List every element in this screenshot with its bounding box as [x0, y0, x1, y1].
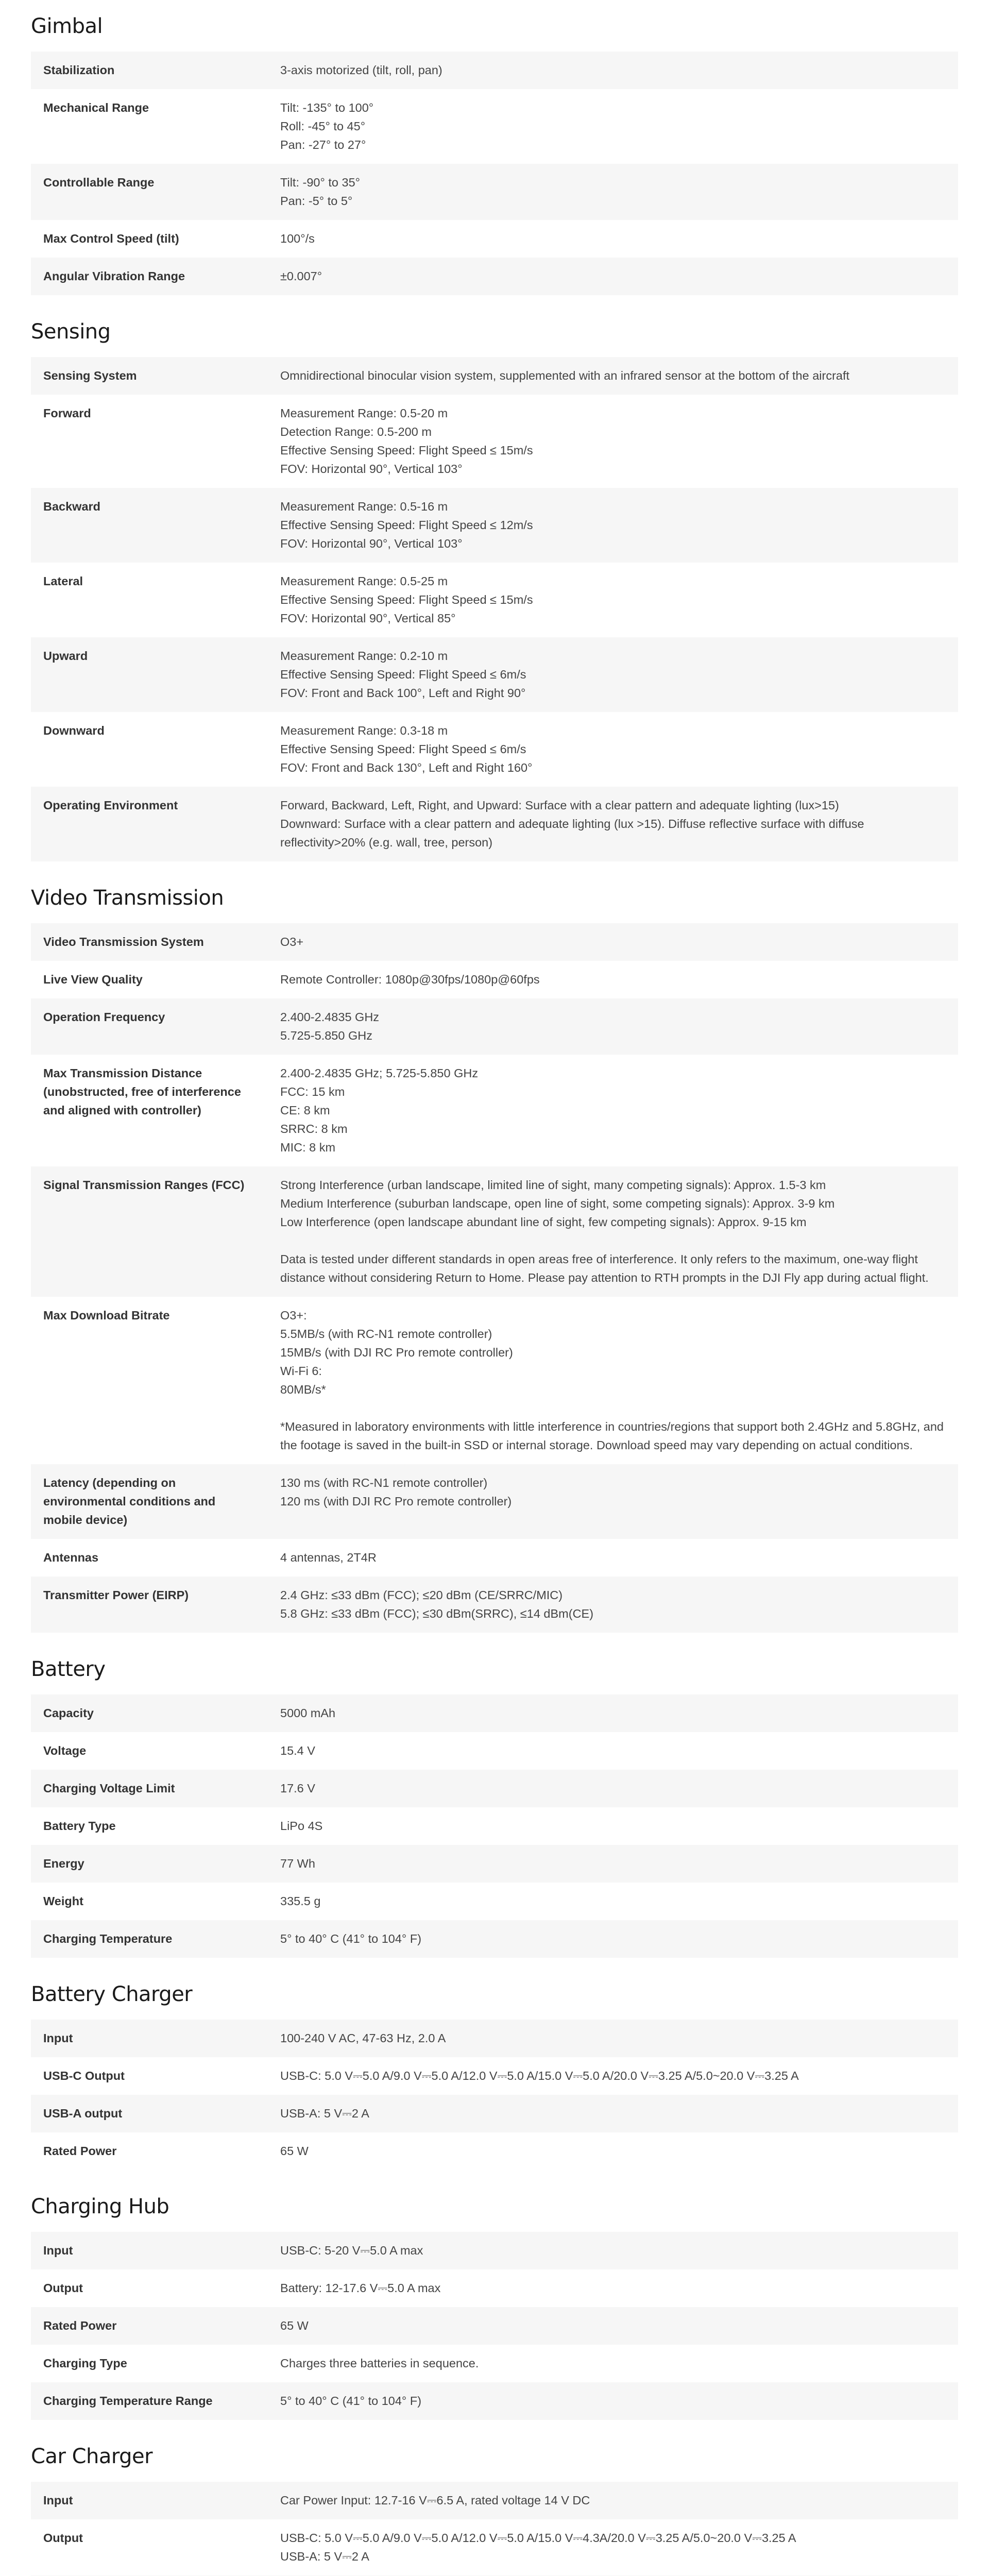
spec-value-line: USB-A: 5 V⎓2 A	[280, 2550, 369, 2563]
spec-label: Max Control Speed (tilt)	[43, 232, 179, 245]
spec-label: Max Transmission Distance (unobstructed, free of interference and aligned with controller)	[43, 1066, 241, 1117]
spec-value	[268, 923, 958, 961]
spec-value	[268, 2020, 958, 2057]
spec-row	[31, 395, 958, 488]
spec-label: Live View Quality	[43, 973, 143, 986]
spec-value	[268, 1920, 958, 1958]
spec-value-line: 2.400-2.4835 GHz; 5.725-5.850 GHz	[280, 1066, 479, 1080]
spec-table	[31, 2232, 958, 2420]
spec-row	[31, 1166, 958, 1297]
spec-value-line: Omnidirectional binocular vision system, supplemented with an infrared sensor at the bottom of the aircraft	[280, 369, 850, 382]
spec-value-line: Detection Range: 0.5-200 m	[280, 425, 432, 438]
spec-value-line: Tilt: -90° to 35°	[280, 176, 361, 189]
section-title: Battery Charger	[31, 1982, 193, 2006]
spec-value-line: 5000 mAh	[280, 1706, 336, 1720]
spec-value-line: O3+	[280, 935, 304, 948]
spec-label: Weight	[43, 1894, 83, 1908]
spec-value-line: Effective Sensing Speed: Flight Speed ≤ 6m/s	[280, 668, 526, 681]
spec-row	[31, 2232, 958, 2269]
spec-value-line: 80MB/s*	[280, 1383, 326, 1396]
spec-table	[31, 1694, 958, 1958]
spec-value-line: 77 Wh	[280, 1857, 315, 1870]
spec-value-line: Strong Interference (urban landscape, limited line of sight, many competing signals): Approx. 1.5-3 km	[280, 1178, 826, 1192]
spec-row	[31, 2095, 958, 2132]
spec-value-line	[280, 1231, 946, 1250]
spec-value-line: FOV: Horizontal 90°, Vertical 103°	[280, 462, 463, 476]
spec-row	[31, 2382, 958, 2420]
spec-label: Mechanical Range	[43, 101, 149, 114]
spec-row	[31, 2482, 958, 2519]
spec-value	[268, 2132, 958, 2170]
spec-value-line: Effective Sensing Speed: Flight Speed ≤ 6m/s	[280, 742, 526, 756]
spec-label: Backward	[31, 488, 268, 563]
spec-value	[268, 1577, 958, 1633]
spec-label: Capacity	[31, 1694, 268, 1732]
spec-value	[268, 52, 958, 89]
spec-row	[31, 1732, 958, 1770]
spec-row	[31, 258, 958, 295]
spec-value-line: FCC: 15 km	[280, 1085, 345, 1098]
spec-value-line: 65 W	[280, 2144, 309, 2158]
spec-label: USB-C Output	[43, 2069, 125, 2082]
spec-value-line: Measurement Range: 0.5-25 m	[280, 574, 448, 588]
spec-value	[268, 1055, 958, 1166]
spec-value	[268, 89, 958, 164]
spec-value	[268, 164, 958, 220]
spec-value-line: 100°/s	[280, 232, 315, 245]
spec-value-line: Remote Controller: 1080p@30fps/1080p@60fps	[280, 973, 540, 986]
spec-value-line	[280, 1399, 946, 1417]
spec-value-line: FOV: Horizontal 90°, Vertical 85°	[280, 612, 456, 625]
spec-label: Video Transmission System	[31, 923, 268, 961]
spec-row	[31, 787, 958, 861]
spec-value	[268, 563, 958, 637]
section-title: Battery	[31, 1657, 106, 1681]
spec-value	[268, 1770, 958, 1807]
spec-value-line: 3-axis motorized (tilt, roll, pan)	[280, 63, 442, 77]
spec-value-line: 2.400-2.4835 GHz	[280, 1010, 380, 1024]
spec-row	[31, 712, 958, 787]
spec-value	[268, 395, 958, 488]
spec-value	[268, 220, 958, 258]
spec-row	[31, 52, 958, 89]
spec-value	[268, 961, 958, 998]
spec-value-line: 100-240 V AC, 47-63 Hz, 2.0 A	[280, 2031, 446, 2045]
spec-value-line: USB-C: 5-20 V⎓5.0 A max	[280, 2244, 423, 2257]
spec-label: Charging Voltage Limit	[31, 1770, 268, 1807]
spec-label: Output	[43, 2281, 83, 2295]
spec-value-line: FOV: Front and Back 130°, Left and Right 160°	[280, 761, 533, 774]
spec-label: Input	[31, 2020, 268, 2057]
spec-value-line: 5.725-5.850 GHz	[280, 1029, 372, 1042]
spec-value-line: 130 ms (with RC-N1 remote controller)	[280, 1476, 488, 1489]
spec-value-line: 15.4 V	[280, 1744, 315, 1757]
spec-label: Output	[43, 2531, 83, 2545]
spec-value	[268, 2382, 958, 2420]
spec-row	[31, 1055, 958, 1166]
spec-label: Rated Power	[31, 2307, 268, 2345]
spec-row	[31, 998, 958, 1055]
spec-row	[31, 961, 958, 998]
spec-value	[268, 712, 958, 787]
spec-value-line: 5° to 40° C (41° to 104° F)	[280, 1932, 422, 1945]
spec-value-line: Measurement Range: 0.5-20 m	[280, 406, 448, 420]
spec-row	[31, 1883, 958, 1920]
spec-value	[268, 787, 958, 861]
spec-row	[31, 1845, 958, 1883]
spec-value-line: 335.5 g	[280, 1894, 321, 1908]
spec-label: Forward	[43, 406, 91, 420]
spec-row	[31, 1694, 958, 1732]
spec-value-line: 4 antennas, 2T4R	[280, 1551, 377, 1564]
spec-value-line: Measurement Range: 0.3-18 m	[280, 724, 448, 737]
spec-label: Max Download Bitrate	[43, 1309, 170, 1322]
spec-table	[31, 357, 958, 861]
spec-row	[31, 2269, 958, 2307]
spec-value	[268, 1297, 958, 1464]
spec-value-line: Effective Sensing Speed: Flight Speed ≤ 12m/s	[280, 518, 533, 532]
spec-value-line: 2.4 GHz: ≤33 dBm (FCC); ≤20 dBm (CE/SRRC/MIC)	[280, 1588, 563, 1602]
spec-label: Charging Type	[43, 2357, 127, 2370]
spec-value	[268, 357, 958, 395]
spec-row	[31, 1297, 958, 1464]
spec-row	[31, 923, 958, 961]
spec-row	[31, 1770, 958, 1807]
spec-label: Controllable Range	[31, 164, 268, 220]
spec-value	[268, 2345, 958, 2382]
spec-value-line: Low Interference (open landscape abundant line of sight, few competing signals): Approx. 9-15 km	[280, 1215, 807, 1229]
spec-label: Lateral	[43, 574, 83, 588]
spec-value-line: Effective Sensing Speed: Flight Speed ≤ 15m/s	[280, 593, 533, 606]
section-title: Gimbal	[31, 14, 103, 38]
spec-value	[268, 1807, 958, 1845]
spec-row	[31, 2345, 958, 2382]
spec-value-line: Pan: -27° to 27°	[280, 138, 366, 151]
spec-value-line: Tilt: -135° to 100°	[280, 101, 374, 114]
spec-label: Rated Power	[43, 2144, 117, 2158]
spec-value-line: USB-C: 5.0 V⎓5.0 A/9.0 V⎓5.0 A/12.0 V⎓5.0 A/15.0 V⎓5.0 A/20.0 V⎓3.25 A/5.0~20.0 V⎓3.25 A	[280, 2069, 799, 2082]
spec-value	[268, 258, 958, 295]
spec-row	[31, 357, 958, 395]
spec-value-line: LiPo 4S	[280, 1819, 323, 1833]
spec-value	[268, 488, 958, 563]
spec-value-line: MIC: 8 km	[280, 1141, 336, 1154]
spec-value-line: Downward: Surface with a clear pattern and adequate lighting (lux >15). Diffuse reflective surface with diffuse reflectivity>20% (e.g. wall, tree, person)	[280, 817, 864, 849]
spec-row	[31, 2020, 958, 2057]
spec-value	[268, 1166, 958, 1297]
spec-row	[31, 1539, 958, 1577]
spec-value	[268, 2307, 958, 2345]
spec-row	[31, 1464, 958, 1539]
spec-value	[268, 998, 958, 1055]
spec-value	[268, 2057, 958, 2095]
spec-label: Upward	[31, 637, 268, 712]
spec-value-line: 120 ms (with DJI RC Pro remote controller)	[280, 1495, 512, 1508]
spec-label: Operation Frequency	[31, 998, 268, 1055]
spec-label: Energy	[31, 1845, 268, 1883]
spec-value	[268, 1732, 958, 1770]
spec-label: Charging Temperature Range	[31, 2382, 268, 2420]
spec-value-line: *Measured in laboratory environments with little interference in countries/regions that support both 2.4GHz and 5.8GHz, and the footage is saved in the built-in SSD or internal storage. Download speed may vary depending on actual conditions.	[280, 1420, 944, 1452]
spec-value-line: Measurement Range: 0.2-10 m	[280, 649, 448, 663]
spec-row	[31, 1577, 958, 1633]
spec-value	[268, 2269, 958, 2307]
spec-value-line: Battery: 12-17.6 V⎓5.0 A max	[280, 2281, 441, 2295]
spec-value-line: Measurement Range: 0.5-16 m	[280, 500, 448, 513]
spec-value-line: Forward, Backward, Left, Right, and Upward: Surface with a clear pattern and adequate lighting (lux>15)	[280, 799, 839, 812]
spec-value-line: SRRC: 8 km	[280, 1122, 348, 1136]
spec-label: Transmitter Power (EIRP)	[31, 1577, 268, 1633]
spec-row	[31, 164, 958, 220]
spec-value-line: 65 W	[280, 2319, 309, 2332]
spec-row	[31, 2132, 958, 2170]
spec-label: Downward	[43, 724, 105, 737]
spec-row	[31, 2307, 958, 2345]
spec-value	[268, 1539, 958, 1577]
spec-row	[31, 1807, 958, 1845]
spec-label: Charging Temperature	[31, 1920, 268, 1958]
spec-row	[31, 1920, 958, 1958]
spec-table	[31, 2020, 958, 2170]
spec-label: Latency (depending on environmental conditions and mobile device)	[31, 1464, 268, 1539]
spec-value	[268, 637, 958, 712]
spec-label: USB-A output	[31, 2095, 268, 2132]
section-title: Charging Hub	[31, 2195, 169, 2218]
spec-value-line: Car Power Input: 12.7-16 V⎓6.5 A, rated voltage 14 V DC	[280, 2494, 590, 2507]
spec-value-line: O3+:	[280, 1309, 307, 1322]
spec-label: Voltage	[43, 1744, 87, 1757]
spec-label: Signal Transmission Ranges (FCC)	[31, 1166, 268, 1297]
spec-row	[31, 488, 958, 563]
spec-value-line: 15MB/s (with DJI RC Pro remote controller)	[280, 1346, 513, 1359]
spec-table	[31, 2482, 958, 2576]
section-title: Video Transmission	[31, 886, 224, 910]
spec-value-line: CE: 8 km	[280, 1104, 330, 1117]
spec-label: Battery Type	[43, 1819, 116, 1833]
spec-value-line: 5.5MB/s (with RC-N1 remote controller)	[280, 1327, 492, 1341]
spec-label: Input	[31, 2232, 268, 2269]
spec-value	[268, 1694, 958, 1732]
spec-table	[31, 923, 958, 1633]
spec-value-line: Data is tested under different standards in open areas free of interference. It only refers to the maximum, one-way flight distance without considering Return to Home. Please pay attention to RTH prompts in the DJI Fly app during actual flight.	[280, 1252, 929, 1284]
spec-value-line: USB-C: 5.0 V⎓5.0 A/9.0 V⎓5.0 A/12.0 V⎓5.0 A/15.0 V⎓4.3A/20.0 V⎓3.25 A/5.0~20.0 V⎓3.25 A	[280, 2531, 796, 2545]
spec-value-line: Effective Sensing Speed: Flight Speed ≤ 15m/s	[280, 444, 533, 457]
spec-row	[31, 637, 958, 712]
spec-row	[31, 2057, 958, 2095]
section-title: Sensing	[31, 320, 111, 344]
spec-label: Input	[31, 2482, 268, 2519]
spec-label: Angular Vibration Range	[31, 258, 268, 295]
spec-table	[31, 52, 958, 295]
spec-value-line: USB-A: 5 V⎓2 A	[280, 2107, 369, 2120]
spec-value-line: ±0.007°	[280, 269, 322, 283]
spec-value	[268, 2482, 958, 2519]
spec-value	[268, 2095, 958, 2132]
spec-value-line: Medium Interference (suburban landscape, open line of sight, some competing signals): Approx. 3-9 km	[280, 1197, 835, 1210]
spec-value-line: Roll: -45° to 45°	[280, 120, 366, 133]
spec-value	[268, 1845, 958, 1883]
spec-value	[268, 2232, 958, 2269]
spec-value-line: FOV: Horizontal 90°, Vertical 103°	[280, 537, 463, 550]
spec-row	[31, 89, 958, 164]
spec-value-line: Wi-Fi 6:	[280, 1364, 322, 1378]
spec-label: Stabilization	[31, 52, 268, 89]
spec-label: Antennas	[43, 1551, 99, 1564]
spec-label: Sensing System	[31, 357, 268, 395]
spec-row	[31, 2519, 958, 2575]
spec-value	[268, 1883, 958, 1920]
spec-row	[31, 563, 958, 637]
section-title: Car Charger	[31, 2445, 153, 2468]
spec-row	[31, 220, 958, 258]
spec-value	[268, 1464, 958, 1539]
spec-value-line: Charges three batteries in sequence.	[280, 2357, 479, 2370]
spec-value-line: 5.8 GHz: ≤33 dBm (FCC); ≤30 dBm(SRRC), ≤14 dBm(CE)	[280, 1607, 594, 1620]
spec-label: Operating Environment	[31, 787, 268, 861]
spec-value-line: Pan: -5° to 5°	[280, 194, 353, 208]
spec-value	[268, 2519, 958, 2575]
spec-value-line: 17.6 V	[280, 1782, 315, 1795]
spec-value-line: 5° to 40° C (41° to 104° F)	[280, 2394, 422, 2408]
spec-value-line: FOV: Front and Back 100°, Left and Right 90°	[280, 686, 526, 700]
